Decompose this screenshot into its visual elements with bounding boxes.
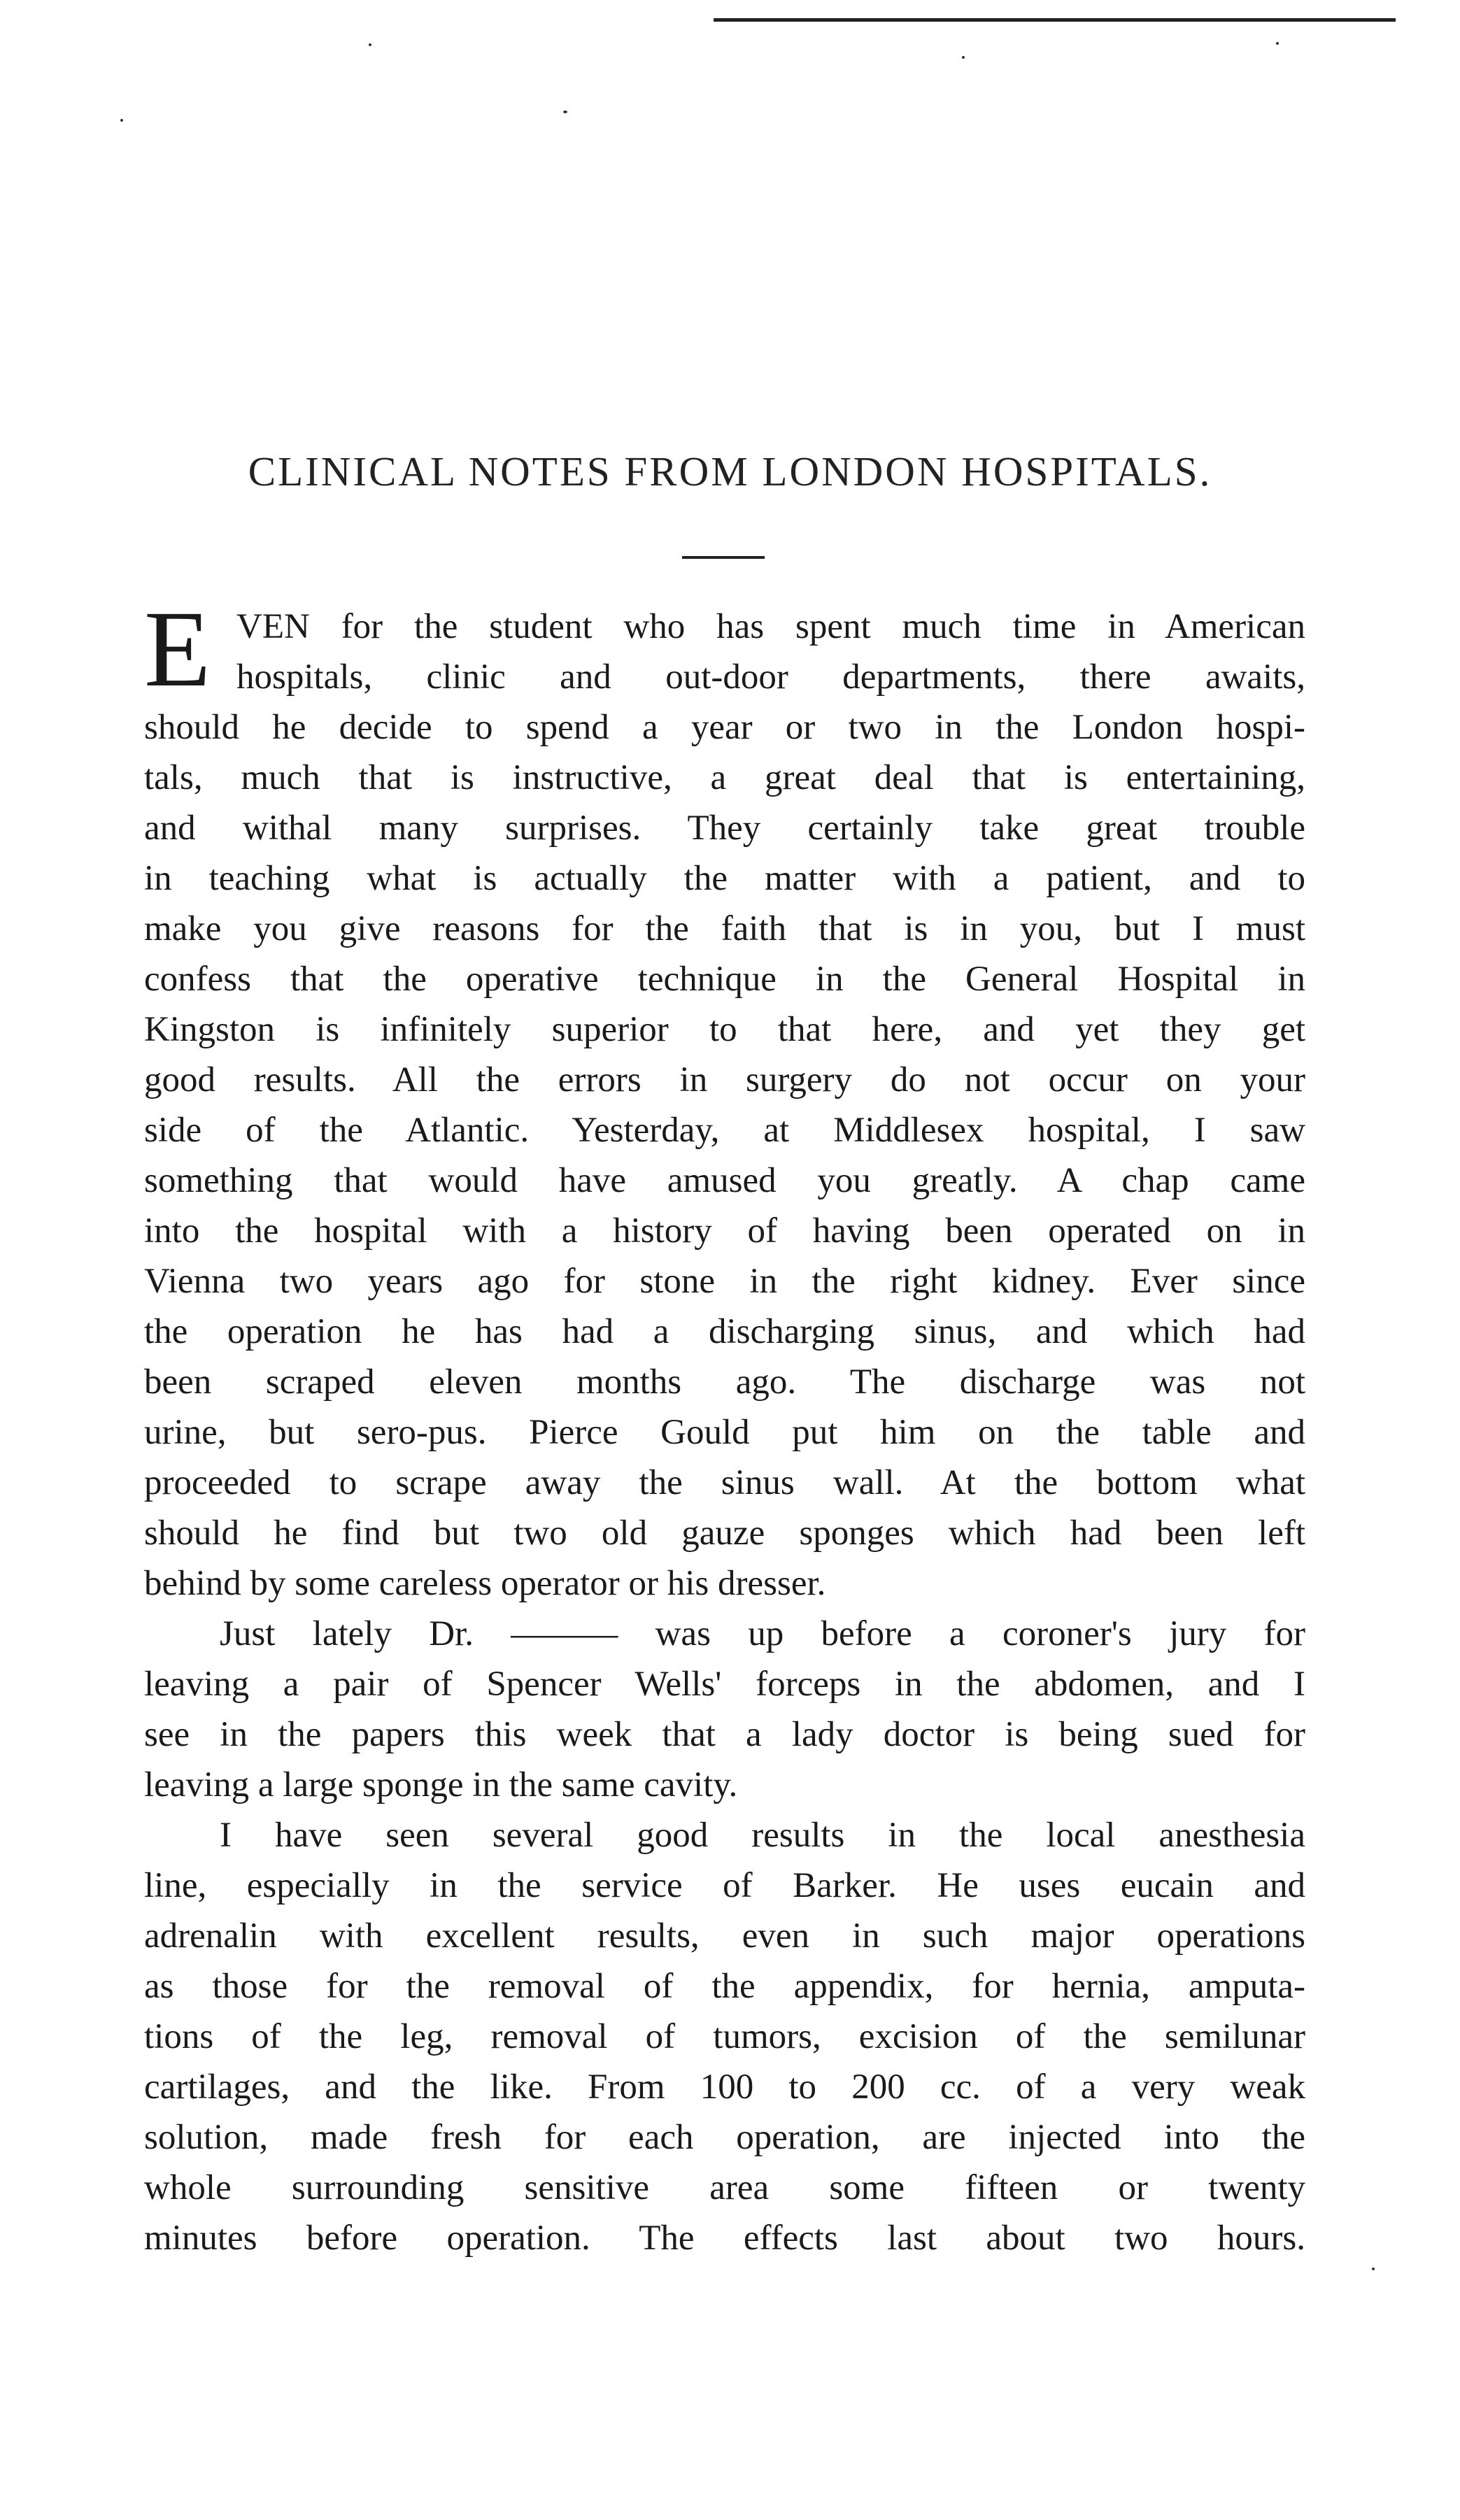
text-line: Just lately Dr. ——— was up before a coroner's jury for bbox=[220, 1614, 1305, 1653]
page-title: CLINICAL NOTES FROM LONDON HOSPITALS. bbox=[248, 448, 1212, 494]
text-line: tals, much that is instructive, a great deal that is entertaining, bbox=[144, 758, 1305, 797]
text-line: Vienna two years ago for stone in the right kidney. Ever since bbox=[144, 1262, 1305, 1301]
speck-mark bbox=[563, 111, 567, 113]
text-line: good results. All the errors in surgery do not occur on your bbox=[144, 1060, 1305, 1099]
text-line: see in the papers this week that a lady doctor is being sued for bbox=[144, 1715, 1305, 1754]
text-line: solution, made fresh for each operation, are injected into the bbox=[144, 2118, 1305, 2157]
text-line: make you give reasons for the faith that is in you, but I must bbox=[144, 909, 1305, 948]
text-line: should he find but two old gauze sponges which had been left bbox=[144, 1514, 1305, 1553]
speck-mark bbox=[1276, 42, 1279, 45]
speck-mark bbox=[962, 56, 965, 59]
text-line: something that would have amused you greatly. A chap came bbox=[144, 1161, 1305, 1200]
top-rule bbox=[714, 18, 1396, 22]
text-line: proceeded to scrape away the sinus wall. At the bottom what bbox=[144, 1463, 1305, 1502]
text-line: Kingston is infinitely superior to that here, and yet they get bbox=[144, 1010, 1305, 1049]
title-rule bbox=[682, 556, 765, 559]
text-line: VEN for the student who has spent much time in American bbox=[236, 607, 1305, 646]
text-line: I have seen several good results in the local anesthesia bbox=[220, 1816, 1305, 1855]
text-line: urine, but sero-pus. Pierce Gould put him on the table and bbox=[144, 1413, 1305, 1452]
text-line: and withal many surprises. They certainly take great trouble bbox=[144, 809, 1305, 848]
text-line: cartilages, and the like. From 100 to 200 cc. of a very weak bbox=[144, 2067, 1305, 2107]
text-line: been scraped eleven months ago. The discharge was not bbox=[144, 1362, 1305, 1402]
text-line: leaving a large sponge in the same cavity. bbox=[144, 1765, 738, 1804]
text-line: tions of the leg, removal of tumors, excision of the semilunar bbox=[144, 2017, 1305, 2056]
text-line: side of the Atlantic. Yesterday, at Middlesex hospital, I saw bbox=[144, 1111, 1305, 1150]
text-line: behind by some careless operator or his dresser. bbox=[144, 1564, 826, 1603]
text-line: into the hospital with a history of having been operated on in bbox=[144, 1211, 1305, 1251]
drop-cap: E bbox=[144, 588, 211, 709]
speck-mark bbox=[120, 119, 123, 122]
text-line: whole surrounding sensitive area some fifteen or twenty bbox=[144, 2168, 1305, 2207]
text-line: should he decide to spend a year or two in the London hospi- bbox=[144, 708, 1305, 747]
text-line: the operation he has had a discharging sinus, and which had bbox=[144, 1312, 1305, 1351]
speck-mark bbox=[369, 43, 371, 46]
text-line: adrenalin with excellent results, even in such major operations bbox=[144, 1916, 1305, 1956]
text-line: hospitals, clinic and out-door departments, there awaits, bbox=[236, 657, 1305, 697]
text-line: line, especially in the service of Barker. He uses eucain and bbox=[144, 1866, 1305, 1905]
text-line: leaving a pair of Spencer Wells' forceps in the abdomen, and I bbox=[144, 1665, 1305, 1704]
text-line: confess that the operative technique in the General Hospital in bbox=[144, 960, 1305, 999]
text-line: in teaching what is actually the matter with a patient, and to bbox=[144, 859, 1305, 898]
text-line: as those for the removal of the appendix, for hernia, amputa- bbox=[144, 1967, 1305, 2006]
text-line: minutes before operation. The effects last about two hours. bbox=[144, 2219, 1305, 2258]
speck-mark bbox=[1372, 2268, 1375, 2270]
